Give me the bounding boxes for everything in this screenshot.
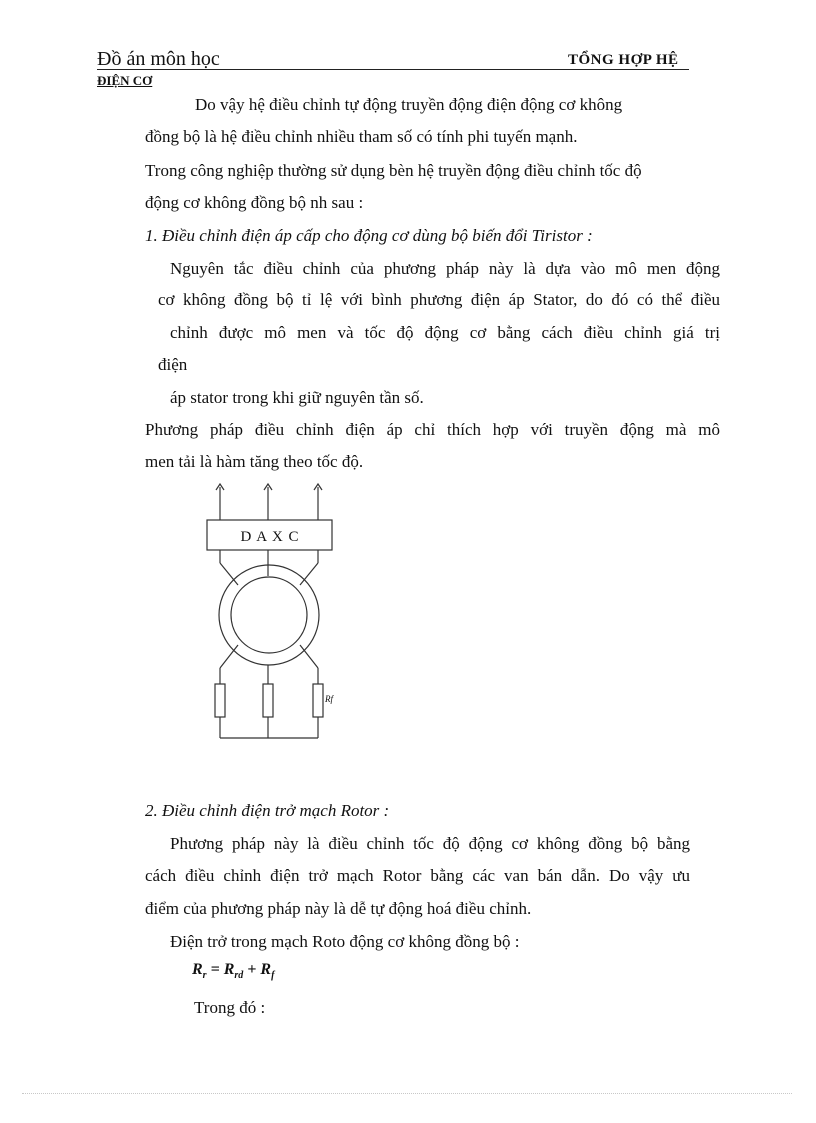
paragraph-line: điện <box>158 355 188 374</box>
section-heading-2: 2. Điều chỉnh điện trở mạch Rotor : <box>145 801 390 820</box>
paragraph-line: động cơ không đồng bộ nh sau : <box>145 193 364 212</box>
header-subject: TỔNG HỢP HỆ <box>568 52 679 68</box>
paragraph-line: điểm của phương pháp này là dễ tự động hoá điều chỉnh. <box>145 899 532 918</box>
header-rule <box>97 69 689 70</box>
paragraph-line: Trong đó : <box>194 998 266 1017</box>
converter-label: D A X C <box>240 529 300 545</box>
formula <box>192 961 274 981</box>
paragraph-line: Do vậy hệ điều chỉnh tự động truyền động điện động cơ không <box>195 95 623 114</box>
rotor-resistor <box>215 684 225 717</box>
rotor-resistor <box>313 684 323 717</box>
formula-term2: R <box>260 961 272 978</box>
formula-lhs-sub: r <box>202 970 207 982</box>
formula-term1: R <box>223 961 235 978</box>
paragraph-line: Phương pháp này là điều chỉnh tốc độ động cơ không đồng bộ bằng <box>170 834 690 853</box>
rotor-resistor <box>263 684 273 717</box>
paragraph-line: Trong công nghiệp thường sử dụng bèn hệ truyền động điều chỉnh tốc độ <box>145 161 642 180</box>
paragraph-line: cơ không đồng bộ tỉ lệ với bình phương điện áp Stator, do đó có thể điều <box>158 290 720 309</box>
paragraph-line: men tải là hàm tăng theo tốc độ. <box>145 452 364 471</box>
paragraph-line: đồng bộ là hệ điều chỉnh nhiều tham số có tính phi tuyến mạnh. <box>145 127 578 146</box>
footer-rule <box>22 1093 792 1094</box>
formula-lhs: R <box>192 961 203 978</box>
paragraph-line: Điện trở trong mạch Roto động cơ không đồng bộ : <box>170 932 520 951</box>
formula-equals: = <box>206 961 224 978</box>
paragraph-line: áp stator trong khi giữ nguyên tần số. <box>170 388 424 407</box>
circuit-diagram <box>195 478 345 748</box>
paragraph-line: chỉnh được mô men và tốc độ động cơ bằng cách điều chỉnh giá trị <box>170 323 720 342</box>
header-subject-continued: ĐIỆN CƠ <box>97 73 153 88</box>
paragraph-line: Nguyên tắc điều chỉnh của phương pháp này là dựa vào mô men động <box>170 259 720 278</box>
header-title: Đồ án môn học <box>97 48 220 70</box>
paragraph-line: Phương pháp điều chỉnh điện áp chỉ thích hợp với truyền động mà mô <box>145 420 720 439</box>
section-heading-1: 1. Điều chỉnh điện áp cấp cho động cơ dùng bộ biến đổi Tiristor : <box>145 226 593 245</box>
formula-plus: + <box>243 961 261 978</box>
formula-term2-sub: f <box>271 970 275 982</box>
paragraph-line: cách điều chỉnh điện trở mạch Rotor bằng các van bán dẫn. Do vậy ưu <box>145 866 690 885</box>
resistor-label: Rf <box>325 694 333 704</box>
motor-rotor <box>231 577 307 653</box>
formula-term1-sub: rd <box>234 970 244 982</box>
